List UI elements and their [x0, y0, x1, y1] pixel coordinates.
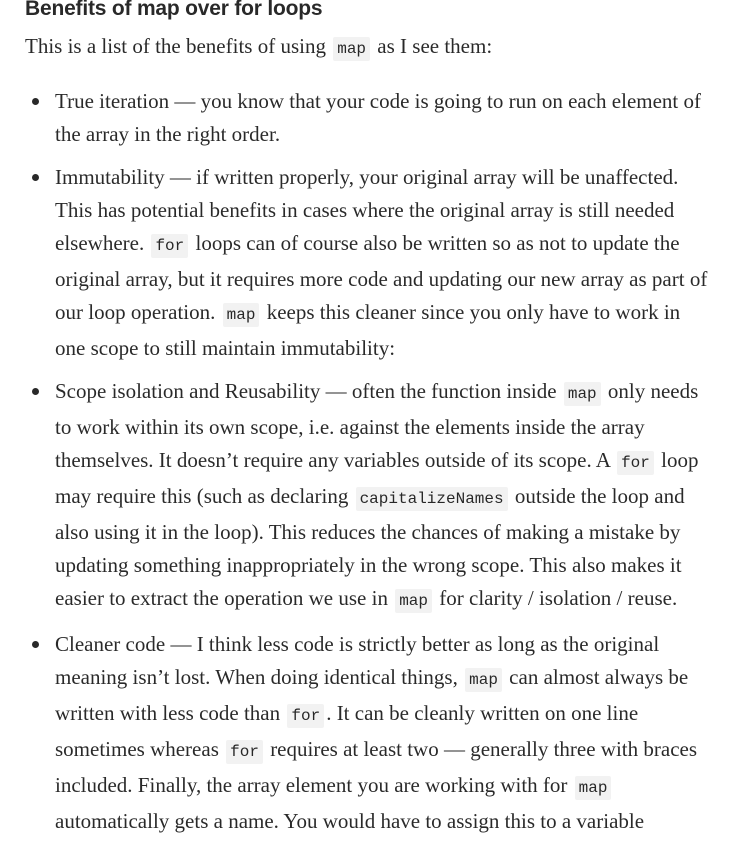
bullet-icon: [32, 641, 39, 648]
list-item-text: Cleaner code — I think less code is strictly better as long as the original meaning isn’t lost. When doing identical things,: [55, 632, 660, 689]
benefits-list: [25, 85, 715, 838]
list-item-text: loop may require this (such as declaring: [55, 448, 699, 508]
list-item-text: only needs to work within its own scope, i.e. against the elements inside the array themselves. It doesn’t require any variables outside of its scope. A: [55, 379, 699, 472]
list-item-text: Immutability — if written properly, your original array will be unaffected. This has potential benefits in cases where the original array is still needed elsewhere.: [55, 165, 679, 255]
bullet-icon: [32, 388, 39, 395]
list-item: [25, 85, 715, 151]
list-item-text: outside the loop and also using it in the loop). This reduces the chances of making a mistake by updating something inappropriately in the wrong scope. This also makes it easier to extract the operation we use in: [55, 484, 685, 610]
inline-code: for: [617, 451, 654, 475]
section-heading: Benefits of map over for loops: [25, 0, 323, 20]
intro-text: as I see them:: [372, 34, 493, 58]
list-item-text: True iteration — you know that your code is going to run on each element of the array in the right order.: [55, 89, 702, 146]
article-body: [25, 0, 715, 848]
inline-code: map: [465, 668, 502, 692]
inline-code: map: [564, 382, 601, 406]
intro-paragraph: [25, 30, 715, 66]
list-item-text: Scope isolation and Reusability — often the function inside: [55, 379, 562, 403]
inline-code: for: [287, 704, 324, 728]
list-item-text: keeps this cleaner since you only have to work in one scope to still maintain immutability:: [55, 300, 681, 360]
list-item-text: requires at least two — generally three with braces included. Finally, the array element you are working with for: [55, 737, 698, 797]
list-item-text: automatically gets a name. You would have to assign this to a variable: [55, 809, 645, 833]
inline-code: capitalizeNames: [356, 487, 508, 511]
inline-code: for: [226, 740, 263, 764]
list-item-text: . It can be cleanly written on one line sometimes whereas: [55, 701, 639, 761]
list-item: [25, 375, 715, 618]
inline-code: map: [333, 37, 370, 61]
list-item-text: loops can of course also be written so as not to update the original array, but it requires more code and updating our new array as part of our loop operation.: [55, 231, 708, 324]
inline-code: map: [395, 589, 432, 613]
intro-text: This is a list of the benefits of using: [25, 34, 332, 58]
list-item-text: can almost always be written with less code than: [55, 665, 689, 725]
list-item: [25, 161, 715, 365]
inline-code: map: [223, 303, 260, 327]
bullet-icon: [32, 98, 39, 105]
bullet-icon: [32, 174, 39, 181]
inline-code: for: [151, 234, 188, 258]
list-item-text: for clarity / isolation / reuse.: [434, 586, 678, 610]
list-item: [25, 628, 715, 838]
inline-code: map: [575, 776, 612, 800]
